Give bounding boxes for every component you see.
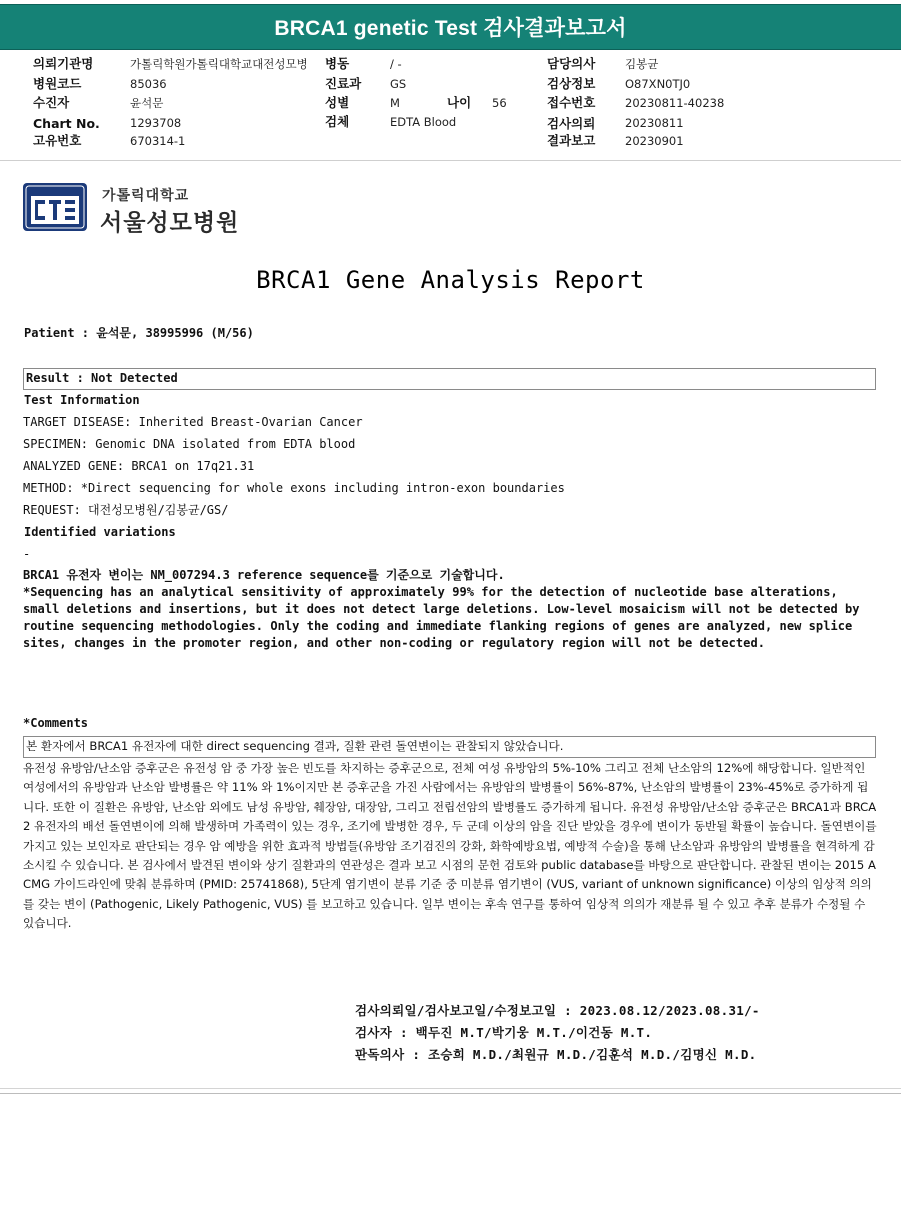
logo-hospital-name: 서울성모병원 xyxy=(100,210,240,236)
footer-divider-bottom xyxy=(0,1093,901,1094)
comment-body: 유전성 유방암/난소암 증후군은 유전성 암 중 가장 높은 빈도를 차지하는 증후군으로, 전체 여성 유방암의 5%-10% 그리고 전체 난소암의 12%에 해당합니다. 일반적인 여성에서의 유방암과 난소암 발병률은 약 11% 와 1%이지만 본 증후군을 가진 사람에서는 유방암의 발병률이 56%-87%, 난소암의 발병률이 23%-45%로 증가하게 됩니다. 또한 이 질환은 유방암, 난소암 외에도 남성 유방암, 췌장암, 대장암, 그리고 전립선암의 발병률도 증가하게 됩니다. 유전성 유방암/난소암 증후군은 BRCA1과 BRCA2 유전자의 배선 돌연변이에 의해 발생하며 가족력이 있는 경우, 조기에 발병한 경우, 두 군데 이상의 암을 진단 받았을 경우에 변이가 동반될 확률이 높습니다. 돌연변이를 가지고 있는 보인자로 판단되는 경우 암 예방을 위한 효과적 방법들(유방암 조기검진의 강화, 화학예방요법, 예방적 수술)을 통해 난소암과 유방암의 발병률을 현격하게 감소시킬 수 있습니다. 본 검사에서 발견된 변이와 상기 질환과의 연관성은 결과 보고 시점의 문헌 검토와 public database를 바탕으로 판단합니다. 관찰된 변이는 2015 ACMG 가이드라인에 맞춰 분류하며 (PMID: 25741868), 5단계 염기변이 분류 기준 중 미분류 염기변이 (VUS, variant of unknown significance) 이상의 임상적 의의를 갖는 변이 (Pathogenic, Likely Pathogenic, VUS) 를 보고하고 있습니다. 일부 변이는 후속 연구를 통하여 임상적 의의가 재분류 될 수 있고 추후 분류가 수정될 수 있습니다. xyxy=(23,761,877,931)
footer-divider-top xyxy=(0,1088,901,1089)
header-value-ward: / - xyxy=(390,57,402,71)
header-label-age: 나이 xyxy=(447,95,472,110)
header-label-request-date: 검사의뢰 xyxy=(547,116,596,131)
method-line: METHOD: *Direct sequencing for whole exons including intron-exon boundaries xyxy=(23,481,565,495)
hospital-logo-icon xyxy=(22,182,88,232)
header-label-hospital-code: 병원코드 xyxy=(33,76,82,91)
header-value-department: GS xyxy=(390,77,407,91)
header-label-unique-no: 고유번호 xyxy=(33,133,82,148)
target-disease: TARGET DISEASE: Inherited Breast-Ovarian Cancer xyxy=(23,415,363,429)
header-value-hospital-code: 85036 xyxy=(130,77,167,91)
header-label-sex: 성별 xyxy=(325,95,350,110)
header-label-patient: 수진자 xyxy=(33,95,70,110)
header-value-chart-no: 1293708 xyxy=(130,116,182,130)
header-label-exam-info: 검상정보 xyxy=(547,76,596,91)
request-line: REQUEST: 대전성모병원/김봉균/GS/ xyxy=(23,503,229,517)
identified-variations-value: - xyxy=(23,547,31,561)
header-value-unique-no: 670314-1 xyxy=(130,134,186,148)
header-label-specimen: 검체 xyxy=(325,114,350,129)
header-label-institution: 의뢰기관명 xyxy=(33,56,94,71)
signature-doctors: 판독의사 : 조승희 M.D./최원규 M.D./김훈석 M.D./김명신 M.D. xyxy=(355,1047,757,1062)
header-value-age: 56 xyxy=(492,96,507,110)
result-text: Result : Not Detected xyxy=(26,371,178,385)
sensitivity-note: *Sequencing has an analytical sensitivity of approximately 99% for the detection of nucleotide base alterations, small deletions and insertions, but it does not detect large deletions. Low-level mosaicism will not be detected by routine sequencing methodologies. Only the coding and immediate flanking regions of genes are analyzed, new splice sites, changes in the promoter region, and other non-coding or regulatory region will not be detected. xyxy=(23,585,860,650)
header-label-department: 진료과 xyxy=(325,76,362,91)
header-divider xyxy=(0,160,901,161)
comment-summary: 본 환자에서 BRCA1 유전자에 대한 direct sequencing 결과, 질환 관련 돌연변이는 관찰되지 않았습니다. xyxy=(26,739,564,753)
header-value-patient: 윤석문 xyxy=(130,96,164,110)
header-value-institution: 가톨릭학원가톨릭대학교대전성모병 xyxy=(130,57,308,71)
report-title-bar xyxy=(0,4,901,50)
header-label-ward: 병동 xyxy=(325,56,350,71)
logo-university-name: 가톨릭대학교 xyxy=(102,188,190,204)
report-window-title: BRCA1 genetic Test 검사결과보고서 xyxy=(274,17,627,40)
patient-line: Patient : 윤석문, 38995996 (M/56) xyxy=(24,326,254,340)
analyzed-gene: ANALYZED GENE: BRCA1 on 17q21.31 xyxy=(23,459,255,473)
comments-heading: *Comments xyxy=(23,716,89,730)
header-label-doctor: 담당의사 xyxy=(547,56,596,71)
signature-dates: 검사의뢰일/검사보고일/수정보고일 : 2023.08.12/2023.08.31/- xyxy=(355,1003,760,1018)
test-info-heading: Test Information xyxy=(24,393,140,407)
header-label-report-date: 결과보고 xyxy=(547,133,596,148)
header-value-specimen: EDTA Blood xyxy=(390,115,457,129)
header-value-receipt-no: 20230811-40238 xyxy=(625,96,725,110)
header-label-receipt-no: 접수번호 xyxy=(547,95,596,110)
reference-note: BRCA1 유전자 변이는 NM_007294.3 reference sequence를 기준으로 기술합니다. xyxy=(23,568,505,582)
identified-variations-heading: Identified variations xyxy=(24,525,176,539)
header-value-doctor: 김봉균 xyxy=(625,57,659,71)
report-title: BRCA1 Gene Analysis Report xyxy=(256,266,645,294)
header-value-sex: M xyxy=(390,96,400,110)
signature-testers: 검사자 : 백두진 M.T/박기웅 M.T./이건동 M.T. xyxy=(355,1025,653,1040)
header-value-exam-info: O87XN0TJ0 xyxy=(625,77,691,91)
specimen-line: SPECIMEN: Genomic DNA isolated from EDTA blood xyxy=(23,437,356,451)
header-value-report-date: 20230901 xyxy=(625,134,684,148)
header-value-request-date: 20230811 xyxy=(625,116,684,130)
header-label-chart-no: Chart No. xyxy=(33,116,100,131)
